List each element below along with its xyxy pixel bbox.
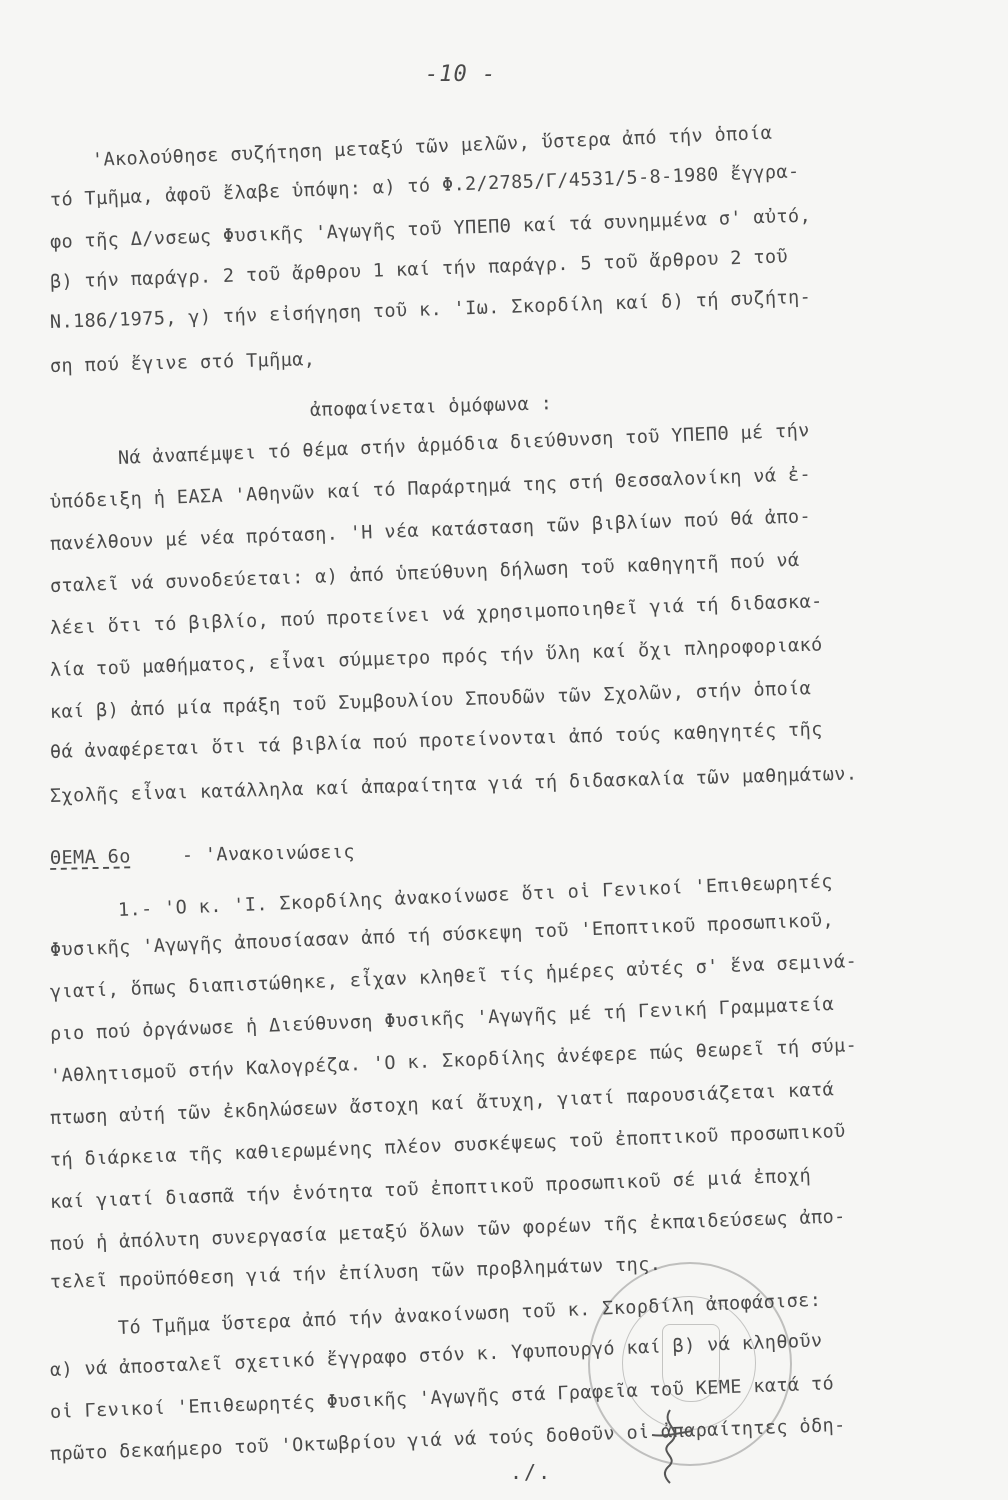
text-line: γιατί, ὅπως διαπιστώθηκε, εἶχαν κληθεῖ τίς ἡμέρες αὐτές σ' ἕνα σεμινά- <box>49 951 858 1003</box>
text-line: καί β) ἀπό μία πράξη τοῦ Συμβουλίου Σπουδῶν τῶν Σχολῶν, στήν ὁποία <box>49 678 812 723</box>
text-line: λία τοῦ μαθήματος, εἶναι σύμμετρο πρός τήν ὕλη καί ὄχι πληροφοριακό <box>49 634 823 681</box>
text-line: Σχολῆς εἶναι κατάλληλα καί ἀπαραίτητα γιά τή διδασκαλία τῶν μαθημάτων. <box>49 763 858 807</box>
continuation-mark: ./. <box>510 1460 553 1484</box>
text-line: 'Ακολούθησε συζήτηση μεταξύ τῶν μελῶν, ὕστερα ἀπό τήν ὁποία <box>91 122 773 171</box>
coat-of-arms-icon <box>662 1324 720 1402</box>
text-line: ση πού ἔγινε στό Τμῆμα, <box>49 349 316 377</box>
text-line: ὑπόδειξη ἡ ΕΑΣΑ 'Αθηνῶν καί τό Παράρτημά της στή Θεσσαλονίκη νά ἐ- <box>49 464 812 513</box>
text-line: Ν.186/1975, γ) τήν εἰσήγηση τοῦ κ. 'Ιω. Σκορδίλη καί δ) τή συζήτη- <box>49 286 812 333</box>
text-line: σταλεῖ νά συνοδεύεται: α) ἀπό ὑπεύθυνη δήλωση τοῦ καθηγητῆ πού νά <box>49 549 800 597</box>
text-line: 1.- 'Ο κ. 'Ι. Σκορδίλης ἀνακοίνωσε ὅτι οἱ Γενικοί 'Επιθεωρητές <box>117 871 834 921</box>
handwritten-signature <box>640 1405 700 1485</box>
text-line: πού ἡ ἀπόλυτη συνεργασία μεταξύ ὅλων τῶν φορέων τῆς ἐκπαιδεύσεως ἀπο- <box>49 1206 847 1255</box>
text-line: Τό Τμῆμα ὕστερα ἀπό τήν ἀνακοίνωση τοῦ κ. Σκορδίλη ἀποφάσισε: <box>117 1289 822 1339</box>
text-line: ριο πού ὀργάνωσε ἡ Διεύθυνση Φυσικῆς 'Αγωγῆς μέ τή Γενική Γραμματεία <box>49 993 835 1045</box>
text-line: 'Αθλητισμοῦ στήν Καλογρέζα. 'Ο κ. Σκορδίλης ἀνέφερε πώς θεωρεῖ τή σύμ- <box>49 1035 858 1087</box>
text-line: θά ἀναφέρεται ὅτι τά βιβλία πού προτείνονται ἀπό τούς καθηγητές τῆς <box>49 719 824 763</box>
text-line: καί γιατί διασπᾶ τήν ἑνότητα τοῦ ἐποπτικοῦ προσωπικοῦ σέ μιά ἐποχή <box>49 1165 812 1213</box>
text-line: τελεῖ προϋπόθεση γιά τήν ἐπίλυση τῶν προβλημάτων της. <box>49 1253 662 1293</box>
text-line: οἱ Γενικοί 'Επιθεωρητές Φυσικῆς 'Αγωγῆς στά Γραφεῖα τοῦ ΚΕΜΕ κατά τό <box>49 1373 835 1423</box>
section-heading-title: - 'Ανακοινώσεις <box>181 841 356 867</box>
text-line: λέει ὅτι τό βιβλίο, πού προτείνει νά χρησιμοποιηθεῖ γιά τή διδασκα- <box>49 591 823 639</box>
text-line: πρῶτο δεκαήμερο τοῦ 'Οκτωβρίου γιά νά τούς δοθοῦν οἱ ἀπαραίτητες ὁδη- <box>49 1414 846 1465</box>
decision-heading: ἀποφαίνεται ὁμόφωνα : <box>309 393 553 421</box>
section-heading <box>50 842 355 869</box>
text-line: πτωση αὐτή τῶν ἐκδηλώσεων ἄστοχη καί ἄτυχη, γιατί παρουσιάζεται κατά <box>49 1079 835 1129</box>
section-heading-label: ΘΕΜΑ 6ο <box>49 846 131 869</box>
page-number: -10 - <box>425 62 497 87</box>
text-line: β) τήν παράγρ. 2 τοῦ ἄρθρου 1 καί τήν παράγρ. 5 τοῦ ἄρθρου 2 τοῦ <box>49 246 789 293</box>
text-line: πανέλθουν μέ νέα πρόταση. 'Η νέα κατάσταση τῶν βιβλίων πού θά ἀπο- <box>49 506 812 555</box>
text-line: α) νά ἀποσταλεῖ σχετικό ἔγγραφο στόν κ. Υφυπουργό καί β) νά κληθοῦν <box>49 1330 823 1381</box>
text-line: τό Τμῆμα, ἀφοῦ ἔλαβε ὑπόψη: α) τό Φ.2/2785/Γ/4531/5-8-1980 ἔγγρα- <box>49 161 800 211</box>
text-line: Νά ἀναπέμψει τό θέμα στήν ἁρμόδια διεύθυνση τοῦ ΥΠΕΠΘ μέ τήν <box>117 420 811 469</box>
text-line: φο τῆς Δ/νσεως Φυσικῆς 'Αγωγῆς τοῦ ΥΠΕΠΘ καί τά συνημμένα σ' αὐτό, <box>49 205 812 253</box>
text-line: τή διάρκεια τῆς καθιερωμένης πλέον συσκέψεως τοῦ ἐποπτικοῦ προσωπικοῦ <box>49 1120 846 1171</box>
text-line: Φυσικῆς 'Αγωγῆς ἀπουσίασαν ἀπό τή σύσκεψη τοῦ 'Εποπτικοῦ προσωπικοῦ, <box>49 909 835 961</box>
